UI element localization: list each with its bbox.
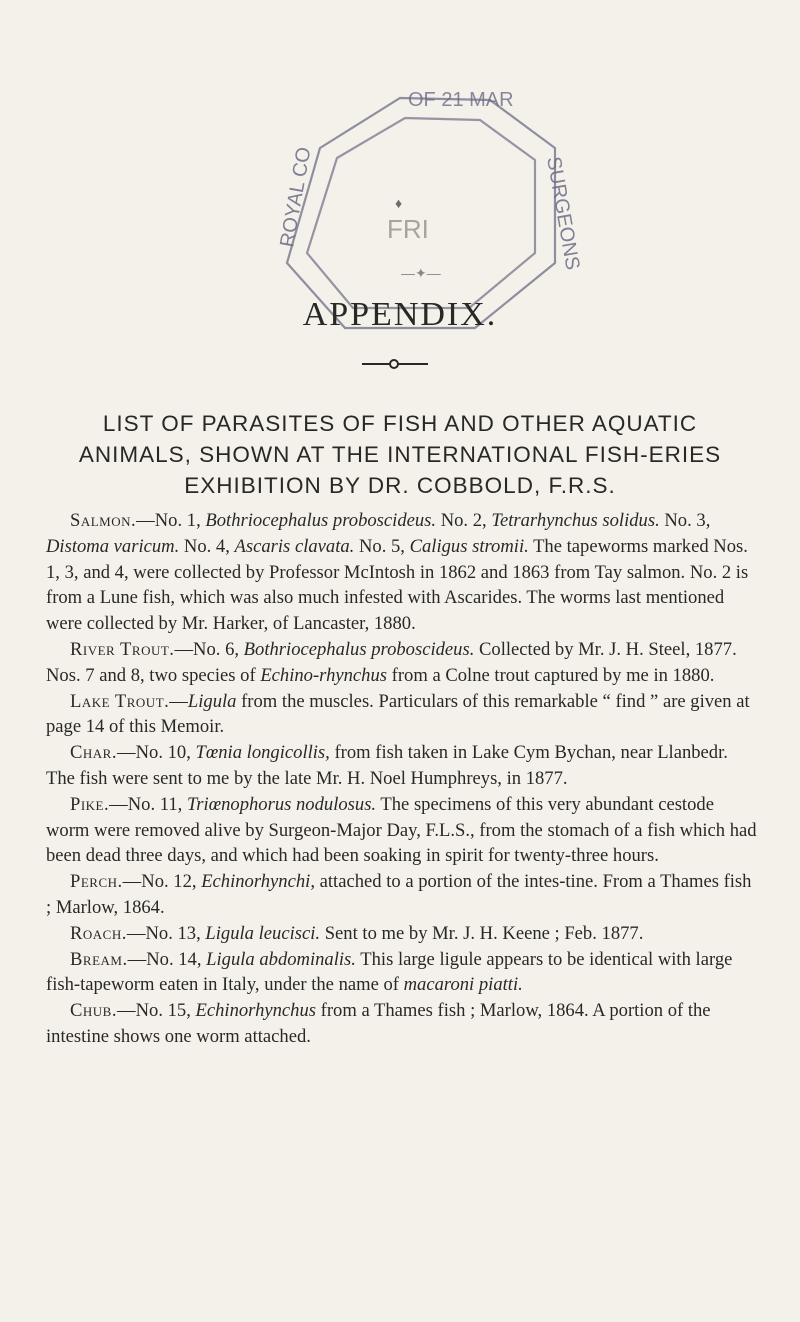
entry-char bbox=[46, 740, 758, 792]
entry-pike bbox=[46, 792, 758, 869]
svg-text:SURGEONS: SURGEONS bbox=[542, 155, 584, 272]
entry-river-trout bbox=[46, 637, 758, 689]
divider-ornament bbox=[389, 359, 399, 369]
entry-text: No. 3, bbox=[659, 510, 711, 531]
entry-text: from a Thames fish ; Marlow, 1864. A portion of the intestine shows one worm attached. bbox=[46, 1000, 711, 1047]
entry-text: attached to a portion of the intes-tine. From a Thames fish ; Marlow, 1864. bbox=[46, 871, 752, 918]
entry-fish-name: Chub. bbox=[70, 1000, 117, 1022]
entry-bream bbox=[46, 947, 758, 999]
entry-text: —No. 6, bbox=[174, 638, 244, 660]
species-name: Ligula bbox=[187, 690, 237, 712]
entry-text: —No. 14, bbox=[127, 948, 207, 970]
entry-fish-name: Lake Trout. bbox=[70, 690, 170, 712]
species-name: Ascaris clavata. bbox=[234, 535, 355, 557]
species-name: Triœnophorus nodulosus. bbox=[186, 793, 377, 815]
entry-text: —No. 12, bbox=[122, 871, 202, 893]
species-name: Echinorhynchus bbox=[195, 1000, 317, 1022]
entry-text: — bbox=[169, 690, 188, 712]
appendix-title: APPENDIX. bbox=[302, 296, 498, 333]
svg-text:FRI: FRI bbox=[387, 214, 429, 244]
svg-text:—✦—: —✦— bbox=[401, 265, 441, 281]
entry-fish-name: Bream. bbox=[70, 948, 128, 970]
entry-perch bbox=[46, 869, 758, 921]
entry-text: The specimens of this very abundant cestode worm were removed alive by Surgeon-Major Day, F.L.S., from the stomach of a fish which had been dead three days, and which had been soaking in spirit for twenty-three hours. bbox=[46, 793, 757, 867]
entry-text: This large ligule appears to be identical with large fish-tapeworm eaten in Italy, under the name of bbox=[46, 948, 733, 996]
svg-text:OF 21 MAR: OF 21 MAR bbox=[408, 89, 514, 111]
entry-text: —No. 10, bbox=[117, 742, 196, 764]
parasite-list bbox=[46, 508, 758, 1050]
entry-fish-name: Perch. bbox=[70, 871, 123, 893]
species-name: Caligus stromii. bbox=[409, 535, 529, 557]
entry-text: Collected by Mr. J. H. Steel, 1877. Nos. 7 and 8, two species of bbox=[46, 638, 737, 686]
entry-roach bbox=[46, 921, 758, 947]
entry-fish-name: Pike. bbox=[70, 793, 110, 815]
species-name: Bothriocephalus proboscideus. bbox=[205, 510, 437, 531]
entry-fish-name: Roach. bbox=[70, 922, 127, 944]
entry-chub bbox=[46, 998, 758, 1050]
species-name: Distoma varicum. bbox=[46, 535, 180, 557]
species-name: macaroni piatti. bbox=[403, 974, 523, 996]
entry-text: —No. 15, bbox=[117, 1000, 196, 1022]
list-heading: LIST OF PARASITES OF FISH AND OTHER AQUATIC ANIMALS, SHOWN AT THE INTERNATIONAL FISH-ERIES EXHIBITION BY DR. COBBOLD, F.R.S. bbox=[78, 411, 722, 498]
entry-text: from the muscles. Particulars of this remarkable “ find ” are given at page 14 of this Memoir. bbox=[46, 690, 750, 738]
entry-text: The tapeworms marked Nos. 1, 3, and 4, were collected by Professor McIntosh in 1862 and 1863 from Tay salmon. No. 2 is from a Lune fish, which was also much infested with Ascarides. The worms last mentioned were collected by Mr. Harker, of Lancaster, 1880. bbox=[46, 535, 749, 635]
species-name: Tœnia longicollis, bbox=[195, 742, 330, 764]
entry-text: —No. 13, bbox=[126, 922, 206, 944]
entry-text: from a Colne trout captured by me in 1880. bbox=[387, 664, 715, 686]
species-name: Ligula leucisci. bbox=[205, 922, 321, 944]
species-name: Bothriocephalus proboscideus. bbox=[243, 638, 475, 660]
species-name: Echinorhynchi, bbox=[201, 871, 315, 893]
entry-text: No. 2, bbox=[436, 510, 492, 531]
entry-text: No. 5, bbox=[354, 535, 410, 557]
entry-text: —No. 1, bbox=[136, 510, 206, 531]
entry-text: from fish taken in Lake Cym Bychan, near Llanbedr. The fish were sent to me by the late Mr. H. Noel Humphreys, in 1877. bbox=[46, 742, 728, 789]
entry-fish-name: Char. bbox=[70, 742, 117, 764]
entry-lake-trout bbox=[46, 689, 758, 741]
entry-text: —No. 11, bbox=[109, 793, 187, 815]
entry-text: No. 4, bbox=[179, 535, 235, 557]
entry-salmon bbox=[46, 508, 758, 637]
svg-text:ROYAL CO: ROYAL CO bbox=[276, 145, 316, 249]
entry-fish-name: Salmon. bbox=[70, 510, 137, 531]
species-name: Ligula abdominalis. bbox=[206, 948, 356, 970]
entry-text: Sent to me by Mr. J. H. Keene ; Feb. 1877. bbox=[320, 922, 644, 944]
entry-fish-name: River Trout. bbox=[70, 638, 175, 660]
svg-text:♦: ♦ bbox=[395, 195, 403, 211]
species-name: Echino-rhynchus bbox=[260, 664, 388, 686]
species-name: Tetrarhynchus solidus. bbox=[491, 510, 660, 531]
